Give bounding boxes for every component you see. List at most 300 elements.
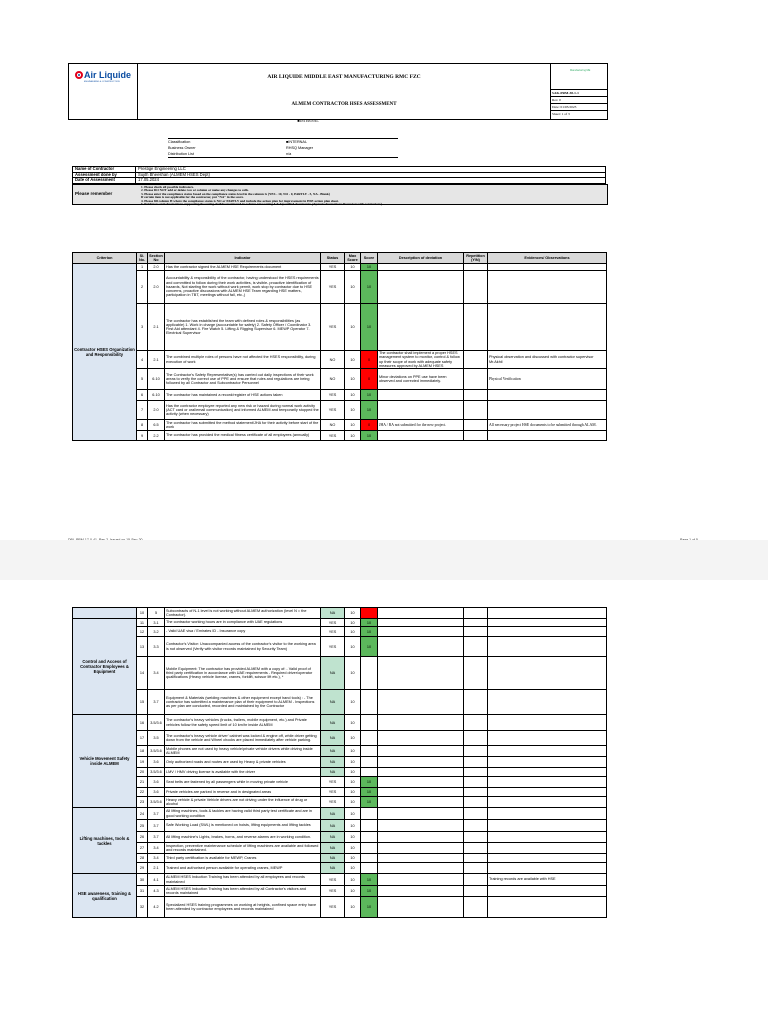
deviation-cell[interactable] [378,854,464,863]
deviation-cell[interactable] [378,808,464,820]
status-cell[interactable]: YES [321,271,345,304]
table-row [73,401,607,420]
deviation-cell[interactable] [378,271,464,304]
score-cell[interactable]: 0 [361,351,378,369]
max-score: 10 [345,369,361,390]
deviation-cell[interactable] [378,874,464,886]
repetition-cell[interactable] [464,369,488,390]
indicator-text: Inspection, preventive maintenance schedule of lifting machines are available and followed and records maintained. [165,843,321,854]
table-row [73,886,607,897]
repetition-cell[interactable] [464,863,488,874]
indicator-text: Contractor's Visitor: Unaccompanied access of the contractor's visitor to the working area is not observed (Verify with visitor records maintained by Security Team) [165,637,321,657]
evidence-cell[interactable] [488,264,607,271]
evidence-cell[interactable] [488,820,607,832]
status-cell[interactable]: YES [321,264,345,271]
table-row [73,690,607,715]
score-cell[interactable]: 10 [361,874,378,886]
status-cell[interactable]: NA [321,863,345,874]
section-number: 3.6 [148,777,165,788]
deviation-cell[interactable]: JHA / RA not submitted for the new project. [378,420,464,431]
max-score: 10 [345,886,361,897]
status-cell[interactable]: NO [321,351,345,369]
score-cell[interactable] [361,808,378,820]
section-number: 3.2 [148,627,165,637]
indicator-text: Private vehicles are parked in reverse and in designated areas [165,788,321,797]
row-number: 1 [137,264,148,271]
repetition-cell[interactable] [464,271,488,304]
criterion-group: Lifting machines, tools & tackles [73,808,137,874]
deviation-cell[interactable] [378,390,464,401]
score-cell[interactable] [361,843,378,854]
repetition-cell[interactable] [464,657,488,690]
row-number: 28 [137,854,148,863]
evidence-cell[interactable] [488,886,607,897]
repetition-cell[interactable] [464,420,488,431]
score-cell[interactable]: 10 [361,637,378,657]
section-number: 3.4 [148,657,165,690]
repetition-cell[interactable] [464,832,488,843]
indicator-text: Equipment & Materials (welding machines & other equipment except hand tools) : - The contractor has submitted a maintenance plan of their equipment to ALMEM - Inspections as per plan are conducted, recorded and maintained by the Contractor [165,690,321,715]
evidence-cell[interactable] [488,608,607,619]
score-cell[interactable]: 10 [361,886,378,897]
deviation-cell[interactable] [378,637,464,657]
row-number: 6 [137,390,148,401]
page-gap [0,540,768,580]
header-doc-info [550,64,607,119]
distribution-list-label: Distribution List [168,152,194,156]
deviation-cell[interactable] [378,608,464,619]
deviation-cell[interactable] [378,731,464,746]
evidence-cell[interactable] [488,715,607,731]
status-cell[interactable]: NO [321,420,345,431]
status-cell[interactable]: YES [321,797,345,808]
status-cell[interactable]: NA [321,854,345,863]
section-number: 3.1 [148,619,165,627]
score-cell[interactable] [361,757,378,768]
row-number: 25 [137,820,148,832]
row-number: 11 [137,619,148,627]
evidence-cell[interactable] [488,808,607,820]
row-number: 5 [137,369,148,390]
repetition-cell[interactable] [464,843,488,854]
max-score: 10 [345,619,361,627]
doc-rev: Rev. 0 [550,97,607,104]
max-score: 10 [345,420,361,431]
repetition-cell[interactable] [464,715,488,731]
deviation-cell[interactable] [378,401,464,420]
row-number: 13 [137,637,148,657]
row-number: 26 [137,832,148,843]
evidence-cell[interactable] [488,854,607,863]
please-remember-label: Please remember [75,191,113,196]
repetition-cell[interactable] [464,808,488,820]
deviation-cell[interactable] [378,886,464,897]
page-2 [0,580,768,1024]
section-number: 3.7 [148,808,165,820]
row-number: 8 [137,420,148,431]
section-number: 4.2 [148,897,165,918]
col-max-score: Max Score [345,253,361,264]
indicator-text: Third party certification is available for MEWP, Cranes [165,854,321,863]
status-cell[interactable]: YES [321,637,345,657]
status-cell[interactable]: YES [321,390,345,401]
status-cell[interactable]: YES [321,788,345,797]
repetition-cell[interactable] [464,608,488,619]
max-score: 10 [345,401,361,420]
repetition-cell[interactable] [464,627,488,637]
repetition-cell[interactable] [464,390,488,401]
evidence-cell[interactable]: Physical observation and discussed with contractor supervisor Mr.Akhil [488,351,607,369]
row-number: 32 [137,897,148,918]
max-score: 10 [345,768,361,777]
evidence-cell[interactable]: Training records are available with HSE [488,874,607,886]
assessed-by-value: Sujith Bheeshan (ALMEM HSES Dept) [136,172,606,178]
status-cell[interactable]: NA [321,832,345,843]
please-remember-lines [141,186,382,206]
score-cell[interactable]: 10 [361,390,378,401]
evidence-cell[interactable] [488,777,607,788]
section-number: 4.3 [148,886,165,897]
classification-label: Classification [168,140,191,144]
deviation-cell[interactable] [378,788,464,797]
deviation-cell[interactable] [378,843,464,854]
deviation-cell[interactable] [378,264,464,271]
deviation-cell[interactable] [378,897,464,918]
section-number: 3.5/3.6 [148,746,165,757]
row-number: 27 [137,843,148,854]
max-score: 10 [345,627,361,637]
evidence-cell[interactable] [488,304,607,351]
repetition-cell[interactable] [464,886,488,897]
table-row [73,746,607,757]
deviation-cell[interactable] [378,863,464,874]
assessment-table-page-1 [72,252,607,441]
score-cell[interactable] [361,731,378,746]
criterion-group: Contractor HSES Organization and Responsibility [73,264,137,441]
score-cell[interactable] [361,657,378,690]
table-row [73,768,607,777]
repetition-cell[interactable] [464,304,488,351]
table-row [73,657,607,690]
deviation-cell[interactable] [378,690,464,715]
score-cell[interactable] [361,715,378,731]
deviation-cell[interactable] [378,619,464,627]
deviation-cell[interactable] [378,715,464,731]
evidence-cell[interactable] [488,390,607,401]
repetition-cell[interactable] [464,401,488,420]
deviation-cell[interactable] [378,768,464,777]
section-number: 2.0 [148,264,165,271]
row-number: 9 [137,431,148,441]
score-cell[interactable] [361,863,378,874]
table-row [73,777,607,788]
table-row [73,637,607,657]
section-number: 3.4 [148,843,165,854]
row-number: 10 [137,608,148,619]
score-cell[interactable] [361,690,378,715]
score-cell[interactable]: 10 [361,777,378,788]
indicator-text: Mobile Equipment: The contractor has provided ALMEM with a copy of: - Valid proof of third party certification in accordance with UAE requirements - Required driver/operator qualifications (Heavy vehicle license, cranes, forklift, scissor lift etc.), * [165,657,321,690]
deviation-cell[interactable] [378,757,464,768]
repetition-cell[interactable] [464,619,488,627]
max-score: 10 [345,874,361,886]
status-cell[interactable]: NA [321,608,345,619]
row-number: 18 [137,746,148,757]
score-cell[interactable] [361,746,378,757]
section-number: 4.1 [148,874,165,886]
company-logo [69,64,137,119]
repetition-cell[interactable] [464,746,488,757]
assessment-table-page-2 [72,607,607,918]
status-cell[interactable]: YES [321,897,345,918]
indicator-text: The contractor has established the team with defined roles & responsibilities (as applicable) 1. Work in charge (accountable for safety) 2. Safety Officer / Coordinator 3. First Aid attendant 4. Fire Watch 5. Lifting & Rigging Supervisor 6. MEWP Operator 7. Electrical Supervisor [165,304,321,351]
evidence-cell[interactable] [488,843,607,854]
max-score: 10 [345,820,361,832]
repetition-cell[interactable] [464,897,488,918]
table-row [73,863,607,874]
status-cell[interactable]: YES [321,431,345,441]
indicator-text: ALMEM HSES Induction Training has been attended by all employees and records maintained [165,874,321,886]
table-row [73,271,607,304]
section-number: 2.0 [148,271,165,304]
max-score: 10 [345,757,361,768]
table-row [73,369,607,390]
classification-value: ■INTERNAL [286,140,308,144]
assessment-info [72,166,606,184]
table-row [73,351,607,369]
section-number: 6.10 [148,369,165,390]
repetition-cell[interactable] [464,637,488,657]
remember-line: 4. Please fill column H where the compliance status is NO or PARTLY and include the action plan for improvement in HSE action plan sheet. [141,198,339,203]
table-row [73,797,607,808]
evidence-cell[interactable] [488,832,607,843]
logo-text: Air Liquide [84,70,131,80]
max-score: 10 [345,264,361,271]
evidence-cell[interactable] [488,768,607,777]
status-cell[interactable]: YES [321,627,345,637]
section-number: 3.7 [148,690,165,715]
evidence-cell[interactable] [488,627,607,637]
criterion-group [73,608,137,619]
evidence-cell[interactable] [488,637,607,657]
criterion-group: HSE awareness, training & qualification [73,874,137,918]
evidence-cell[interactable] [488,431,607,441]
col-status: Status [321,253,345,264]
indicator-text: All lifting machine's Lights, brakes, horns, and reverse alarms are in working condition. [165,832,321,843]
repetition-cell[interactable] [464,351,488,369]
repetition-cell[interactable] [464,757,488,768]
repetition-cell[interactable] [464,731,488,746]
deviation-cell[interactable] [378,431,464,441]
score-cell[interactable]: 10 [361,304,378,351]
max-score: 10 [345,637,361,657]
status-cell[interactable]: YES [321,874,345,886]
score-cell[interactable]: 10 [361,431,378,441]
evidence-cell[interactable] [488,619,607,627]
repetition-cell[interactable] [464,820,488,832]
evidence-cell[interactable] [488,788,607,797]
section-number: 3.4 [148,854,165,863]
max-score: 10 [345,777,361,788]
status-cell[interactable]: NA [321,808,345,820]
status-cell[interactable]: NA [321,843,345,854]
indicator-text: Accountability & responsibility of the contractor, having understood the HSES requirements and committed to follow during their work activities, is visible- proactive identification of hazards, Not starting the work without work permit, work stop by contractor due to HSE concerns, proactive discussions with ALMEM HSE Team regarding HSE matters, participation in TBT, meetings without fail, etc.,) [165,271,321,304]
status-cell[interactable]: NA [321,757,345,768]
doc-date: Date: 01/03/2023 [550,104,607,111]
evidence-cell[interactable] [488,797,607,808]
document-header [68,63,608,120]
assessed-by-label: Assessment done by [73,172,136,178]
status-cell[interactable]: NA [321,690,345,715]
max-score: 10 [345,746,361,757]
score-cell[interactable]: 10 [361,788,378,797]
evidence-cell[interactable] [488,863,607,874]
evidence-cell[interactable] [488,271,607,304]
max-score: 10 [345,854,361,863]
section-number: 2.0 [148,401,165,420]
status-cell[interactable]: NA [321,820,345,832]
section-number: 2.1 [148,351,165,369]
evidence-cell[interactable] [488,757,607,768]
score-cell[interactable]: 10 [361,401,378,420]
criterion-group: Control and Access of Contractor Employees & Equipment [73,619,137,715]
indicator-text: Seat belts are fastened by all passengers while in moving private vehicle [165,777,321,788]
status-cell[interactable]: NA [321,715,345,731]
repetition-cell[interactable] [464,797,488,808]
row-number: 2 [137,271,148,304]
max-score: 10 [345,797,361,808]
indicator-text: Subcontracts of N-1 level is not working without ALMEM authorization (level N = the Contractor). [165,608,321,619]
table-row [73,431,607,441]
score-cell[interactable]: 10 [361,897,378,918]
table-row [73,808,607,820]
contractor-name-value: Prestige Engineering LLC [136,167,606,173]
repetition-cell[interactable] [464,264,488,271]
evidence-cell[interactable]: All necessary project HSE documents to be submitted through ALAM. [488,420,607,431]
doc-number: SAK-PRM-38-1-1 [550,90,607,97]
score-cell[interactable] [361,854,378,863]
classification-block [168,138,398,164]
table-row [73,608,607,619]
deviation-cell[interactable] [378,820,464,832]
row-number: 29 [137,863,148,874]
repetition-cell[interactable] [464,431,488,441]
score-cell[interactable]: 10 [361,271,378,304]
table-row [73,820,607,832]
deviation-cell[interactable] [378,657,464,690]
max-score: 10 [345,897,361,918]
section-number: 3.3 [148,637,165,657]
table-row [73,874,607,886]
status-cell[interactable]: YES [321,777,345,788]
row-number: 24 [137,808,148,820]
assessment-date-value: 17.05.2024 [136,178,606,184]
contractor-name-label: Name of Contractor [73,167,136,173]
repetition-cell[interactable] [464,874,488,886]
score-cell[interactable] [361,832,378,843]
deviation-cell[interactable] [378,746,464,757]
section-number: 3.5/3.6 [148,768,165,777]
remember-line: 1. Please check all possible indicators. [141,185,195,189]
evidence-cell[interactable] [488,897,607,918]
evidence-cell[interactable] [488,657,607,690]
status-cell[interactable]: NA [321,731,345,746]
score-cell[interactable]: 10 [361,619,378,627]
score-cell[interactable] [361,608,378,619]
row-number: 17 [137,731,148,746]
max-score: 10 [345,390,361,401]
repetition-cell[interactable] [464,854,488,863]
right-logo-text: Manufacturing ME [570,69,591,72]
col-section: Section No [149,254,163,262]
table-row [73,304,607,351]
deviation-cell[interactable] [378,627,464,637]
indicator-text: The contractor's heavy vehicles (trucks, trailers, mobile equipment, etc.) and Private vehicles follow the safety speed limit of 10 km/hr inside ALMEM [165,715,321,731]
repetition-cell[interactable] [464,788,488,797]
score-cell[interactable] [361,820,378,832]
max-score: 10 [345,832,361,843]
status-cell[interactable]: YES [321,886,345,897]
deviation-cell[interactable]: Minor deviations on PPE use have been observed and corrected immediately. [378,369,464,390]
row-number: 16 [137,715,148,731]
status-cell[interactable]: NA [321,746,345,757]
score-cell[interactable]: 0 [361,369,378,390]
score-cell[interactable]: 10 [361,264,378,271]
deviation-cell[interactable]: The contractor shall implement a proper HSES management system to monitor, control & follow up their scope of work with adequate safety measures approved by ALMEM HSES [378,351,464,369]
business-owner-value: RHSQ Manager [286,146,314,150]
col-evidence: Evidences/ Observations [488,253,607,264]
max-score: 10 [345,271,361,304]
col-deviation: Description of deviation [378,253,464,264]
col-score: Score [361,253,378,264]
evidence-cell[interactable] [488,690,607,715]
status-cell[interactable]: YES [321,619,345,627]
evidence-cell[interactable] [488,731,607,746]
score-cell[interactable]: 0 [361,420,378,431]
status-cell[interactable]: NO [321,369,345,390]
logo-mark-icon [75,71,83,79]
repetition-cell[interactable] [464,768,488,777]
deviation-cell[interactable] [378,797,464,808]
repetition-cell[interactable] [464,690,488,715]
deviation-cell[interactable] [378,304,464,351]
section-number: 5 [148,608,165,619]
col-criterion: Criterion [73,253,137,264]
deviation-cell[interactable] [378,777,464,788]
section-number: 2.1 [148,863,165,874]
status-cell[interactable]: YES [321,401,345,420]
table-row [73,843,607,854]
status-cell[interactable]: YES [321,304,345,351]
max-score: 10 [345,843,361,854]
section-number: 2.2 [148,431,165,441]
deviation-cell[interactable] [378,832,464,843]
score-cell[interactable] [361,768,378,777]
table-row [73,897,607,918]
evidence-cell[interactable]: Physical Verification [488,369,607,390]
row-number: 12 [137,627,148,637]
right-logo-box [550,64,607,90]
score-cell[interactable]: 10 [361,797,378,808]
status-cell[interactable]: NA [321,657,345,690]
repetition-cell[interactable] [464,777,488,788]
logo-subtext: ENGINEERING & CONSTRUCTION [84,81,120,83]
evidence-cell[interactable] [488,746,607,757]
status-cell[interactable]: NA [321,768,345,777]
score-cell[interactable]: 10 [361,627,378,637]
evidence-cell[interactable] [488,401,607,420]
row-number: 30 [137,874,148,886]
